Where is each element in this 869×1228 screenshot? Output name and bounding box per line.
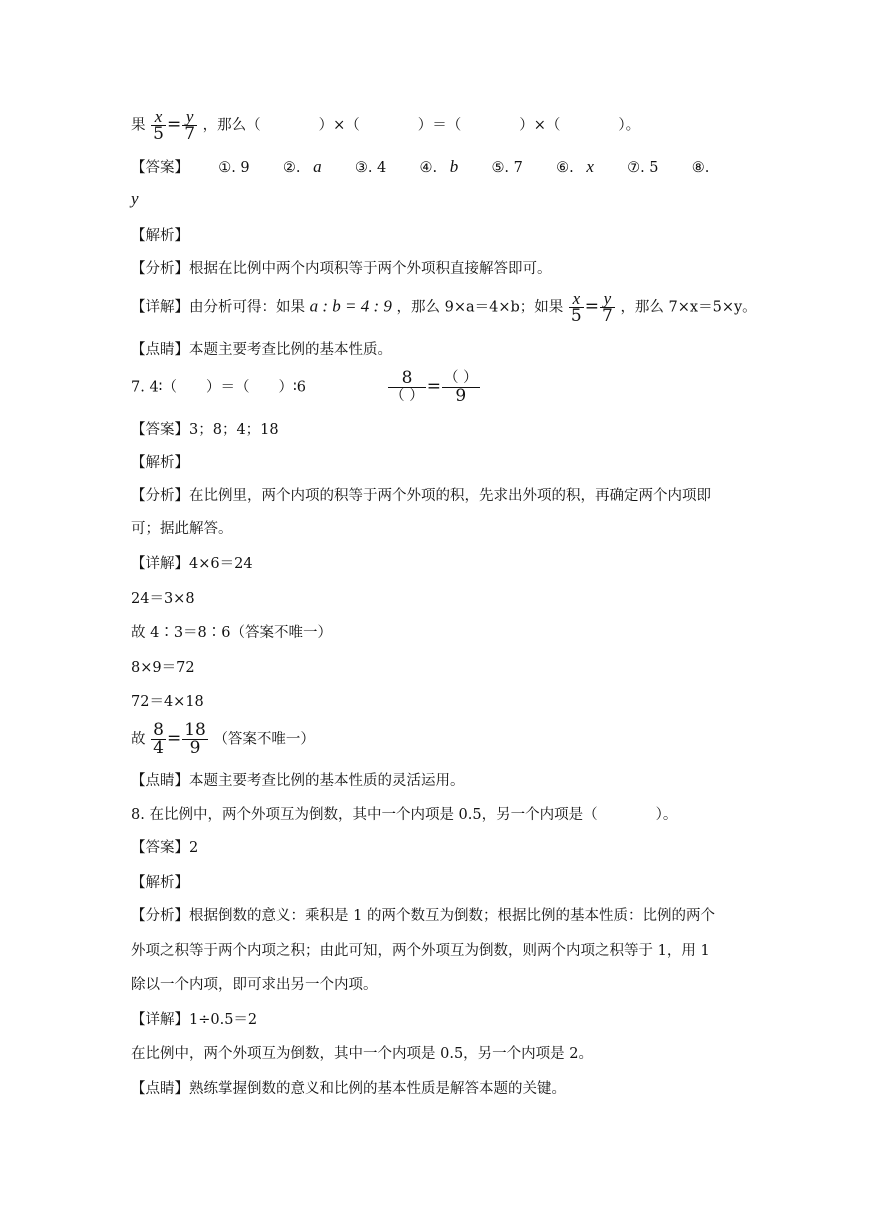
q8-fenxi-1: 【分析】根据倒数的意义：乘积是 1 的两个数互为倒数；根据比例的基本性质：比例的两个	[131, 908, 715, 924]
q8-detail-1: 【详解】1÷0.5＝2	[131, 1012, 258, 1028]
q6-fenxi: 【分析】根据在比例中两个内项积等于两个外项积直接解答即可。	[131, 261, 552, 277]
fraction-y-over-7: $\frac{y}{7}$	[602, 289, 613, 326]
q8-dianjing: 【点睛】熟练掌握倒数的意义和比例的基本性质是解答本题的关键。	[131, 1081, 566, 1097]
q7-detail-1: 【详解】4×6＝24	[131, 556, 253, 572]
fraction-x-over-5: $\frac{x}{5}$	[153, 107, 164, 144]
q6-dianjing: 【点睛】本题主要考查比例的基本性质。	[131, 342, 392, 358]
q6-detail: 【详解】由分析可得：如果 a : b = 4 : 9 ，那么 9×a＝4×b；如果 $\frac{x}{5}$ = $\frac{y}{7}$ ，那么 7×x＝5×y。	[131, 289, 757, 326]
q6-equation-line: 果 $\frac{x}{5}$ = $\frac{y}{7}$ ，那么（ ）×（ ）＝（ ）×（ ）。	[131, 107, 641, 144]
prefix-text: 果	[131, 117, 146, 134]
fraction-18-over-9: $\frac{18}{9}$	[184, 720, 206, 758]
q6-answer-wrap: y	[131, 189, 139, 208]
q7-answer: 【答案】3；8；4；18	[131, 422, 279, 438]
q7-question-line: 7. 4∶（ ）＝（ ）∶6 $\frac{8}{( )}$ = $\frac{( )}{9}$	[131, 368, 478, 406]
q8-question: 8. 在比例中，两个外项互为倒数，其中一个内项是 0.5，另一个内项是（ ）。	[131, 807, 678, 823]
q7-question: 7. 4∶（ ）＝（ ）∶6	[131, 379, 306, 396]
ratio-expression: a : b = 4 : 9	[309, 296, 392, 316]
fraction-y-over-7: $\frac{y}{7}$	[184, 107, 196, 144]
q7-detail-3: 故 4∶3＝8∶6（答案不唯一）	[131, 625, 333, 641]
q8-detail-2: 在比例中，两个外项互为倒数，其中一个内项是 0.5，另一个内项是 2。	[131, 1046, 594, 1062]
q8-answer: 【答案】2	[131, 840, 199, 856]
q7-detail-5: 72＝4×18	[131, 694, 204, 710]
q7-detail-2: 24＝3×8	[131, 591, 195, 607]
fraction-8-over-4: $\frac{8}{4}$	[153, 720, 164, 758]
q8-jiexi: 【解析】	[131, 875, 189, 891]
question-rest: ，那么（ ）×（ ）＝（ ）×（ ）。	[202, 117, 641, 134]
q7-detail-6: 故 $\frac{8}{4}$ = $\frac{18}{9}$ （答案不唯一）	[131, 720, 315, 758]
q6-answer-line: 【答案】 ①. 9 ②. a ③. 4 ④. b ⑤. 7 ⑥. x ⑦. 5 ⑧.	[131, 157, 710, 176]
q7-jiexi: 【解析】	[131, 455, 189, 471]
fraction-8-over-blank: $\frac{8}{( )}$	[390, 368, 424, 404]
fraction-x-over-5: $\frac{x}{5}$	[570, 289, 582, 326]
q7-fenxi-2: 可；据此解答。	[131, 521, 233, 537]
q8-fenxi-2: 外项之积等于两个内项之积；由此可知，两个外项互为倒数，则两个内项之积等于 1，用 1	[131, 943, 710, 959]
fraction-blank-over-9: $\frac{( )}{9}$	[444, 370, 478, 406]
answer-label: 【答案】	[131, 160, 189, 176]
q8-fenxi-3: 除以一个内项，即可求出另一个内项。	[131, 977, 378, 993]
q6-jiexi: 【解析】	[131, 228, 189, 244]
q7-detail-4: 8×9＝72	[131, 660, 195, 676]
q7-dianjing: 【点睛】本题主要考查比例的基本性质的灵活运用。	[131, 773, 465, 789]
q7-fenxi-1: 【分析】在比例里，两个内项的积等于两个外项的积，先求出外项的积，再确定两个内项即	[131, 488, 711, 504]
